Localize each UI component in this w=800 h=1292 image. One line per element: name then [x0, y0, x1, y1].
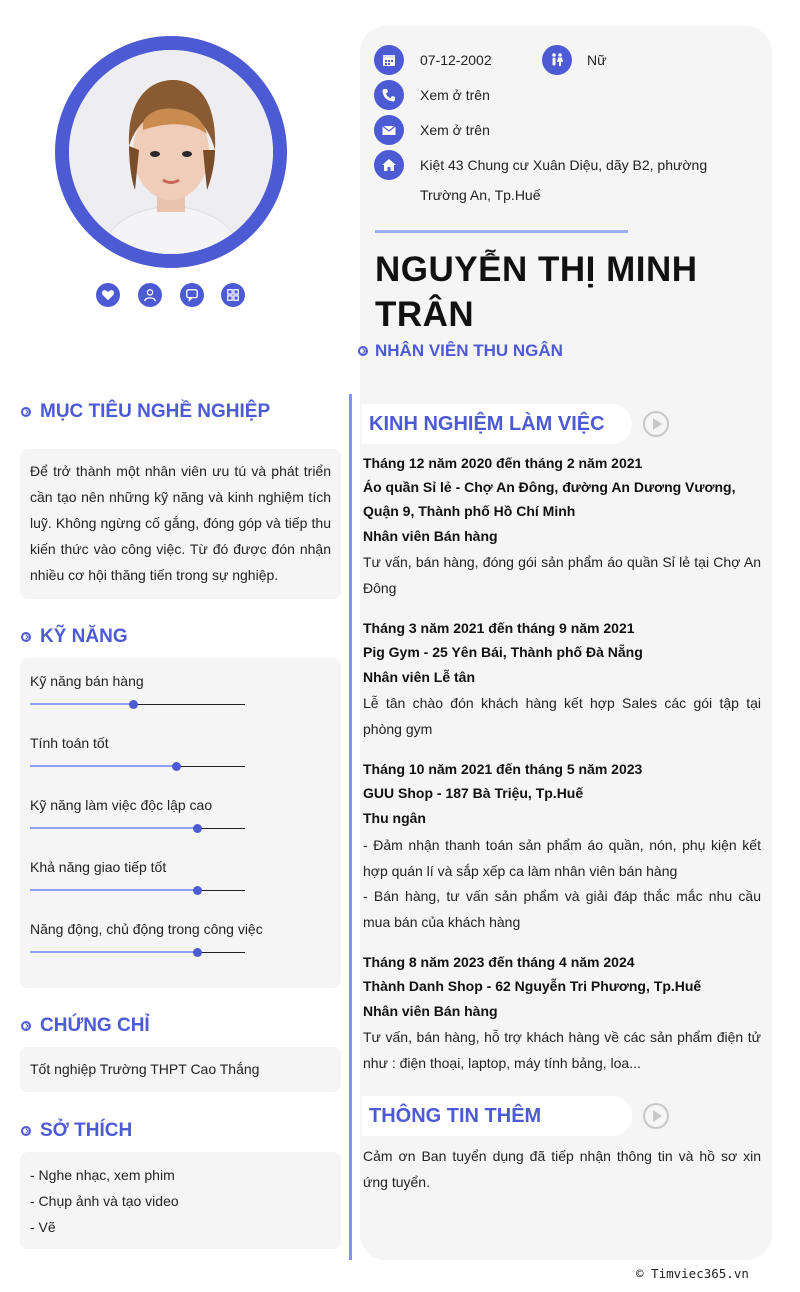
skill-track — [30, 704, 245, 705]
avatar-photo-icon — [69, 50, 273, 254]
exp-period: Tháng 8 năm 2023 đến tháng 4 năm 2024 — [363, 954, 635, 970]
exp-role: Nhân viên Bán hàng — [363, 1003, 498, 1019]
calendar-icon — [374, 45, 404, 75]
name-divider — [375, 230, 628, 233]
exp-desc: Lễ tân chào đón khách hàng kết hợp Sales các gói tập tại phòng gym — [363, 695, 761, 737]
skill-track — [30, 890, 245, 891]
extra-text: Cảm ơn Ban tuyển dụng đã tiếp nhận thông tin và hồ sơ xin ứng tuyển. — [363, 1148, 761, 1190]
skill-label: Tính toán tốt — [30, 735, 109, 751]
address-text: Kiệt 43 Chung cư Xuân Diệu, dãy B2, phường Trường An, Tp.Huế — [420, 157, 708, 203]
exp-desc: Tư vấn, bán hàng, hỗ trợ khách hàng về các sản phẩm điện tử như : điện thoại, laptop, máy tính bảng, loa... — [363, 1029, 761, 1071]
certificates-box — [20, 1047, 341, 1092]
skill-fill — [30, 765, 176, 767]
skill-label: Kỹ năng bán hàng — [30, 673, 144, 689]
chat-icon[interactable] — [180, 283, 204, 307]
column-divider — [349, 394, 352, 1260]
hobbies-title: SỞ THÍCH — [40, 1120, 133, 1141]
certificates-bullet-icon — [21, 1021, 31, 1031]
skill-label: Năng động, chủ động trong công việc — [30, 921, 263, 937]
extra-title: THÔNG TIN THÊM — [369, 1105, 542, 1127]
birthday-text: 07-12-2002 — [420, 52, 492, 68]
hobby-item: - Chụp ảnh và tạo video — [30, 1193, 179, 1209]
skills-title: KỸ NĂNG — [40, 626, 128, 647]
heart-icon[interactable] — [96, 283, 120, 307]
exp-company: Pig Gym - 25 Yên Bái, Thành phố Đà Nẵng — [363, 644, 643, 660]
exp-desc: - Bán hàng, tư vấn sản phẩm và giải đáp thắc mắc nhu cầu mua bán của khách hàng — [363, 888, 761, 930]
exp-period: Tháng 12 năm 2020 đến tháng 2 năm 2021 — [363, 455, 643, 471]
exp-company: Thành Danh Shop - 62 Nguyễn Tri Phương, Tp.Huế — [363, 978, 702, 994]
skill-fill — [30, 827, 198, 829]
exp-role: Thu ngân — [363, 810, 426, 826]
skill-track — [30, 952, 245, 953]
skills-box — [20, 658, 341, 988]
email-text: Xem ở trên — [420, 122, 490, 138]
skill-label: Khả năng giao tiếp tốt — [30, 859, 167, 875]
skill-label: Kỹ năng làm việc độc lập cao — [30, 797, 213, 813]
skills-bullet-icon — [21, 632, 31, 642]
hobbies-bullet-icon — [21, 1126, 31, 1136]
skill-knob — [129, 700, 138, 709]
skill-track — [30, 828, 245, 829]
exp-period: Tháng 3 năm 2021 đến tháng 9 năm 2021 — [363, 620, 635, 636]
job-title: NHÂN VIÊN THU NGÂN — [375, 341, 563, 360]
skill-track — [30, 766, 245, 767]
skill-knob — [172, 762, 181, 771]
experience-title: KINH NGHIỆM LÀM VIỆC — [369, 413, 605, 435]
objective-bullet-icon — [21, 407, 31, 417]
objective-box — [20, 449, 341, 599]
home-icon — [374, 150, 404, 180]
certificates-title: CHỨNG CHỈ — [40, 1015, 150, 1036]
grid-icon[interactable] — [221, 283, 245, 307]
full-name: NGUYỄN THỊ MINH TRÂN — [375, 250, 698, 334]
gender-text: Nữ — [587, 52, 607, 68]
exp-company: Áo quần Sỉ lẻ - Chợ An Đông, đường An Dương Vương, Quận 9, Thành phố Hồ Chí Minh — [363, 479, 736, 519]
exp-period: Tháng 10 năm 2021 đến tháng 5 năm 2023 — [363, 761, 643, 777]
exp-role: Nhân viên Lễ tân — [363, 669, 476, 685]
job-title-bullet-icon — [358, 346, 368, 356]
user-icon[interactable] — [138, 283, 162, 307]
exp-desc: Tư vấn, bán hàng, đóng gói sản phẩm áo quần Sỉ lẻ tại Chợ An Đông — [363, 554, 761, 596]
hobbies-box — [20, 1152, 341, 1249]
gender-icon — [542, 45, 572, 75]
exp-company: GUU Shop - 187 Bà Triệu, Tp.Huế — [363, 785, 584, 801]
skill-fill — [30, 889, 198, 891]
exp-desc: - Đảm nhận thanh toán sản phẩm áo quần, nón, phụ kiện kết hợp quán lí và sắp xếp ca làm nhân viên bán hàng — [363, 837, 761, 879]
skill-fill — [30, 951, 198, 953]
hobby-item: - Nghe nhạc, xem phim — [30, 1167, 175, 1183]
phone-text: Xem ở trên — [420, 87, 490, 103]
play-icon[interactable] — [643, 1103, 669, 1129]
objective-title: MỤC TIÊU NGHỀ NGHIỆP — [40, 401, 271, 422]
mail-icon — [374, 115, 404, 145]
exp-role: Nhân viên Bán hàng — [363, 528, 498, 544]
avatar — [69, 50, 273, 254]
phone-icon — [374, 80, 404, 110]
skill-fill — [30, 703, 133, 705]
footer-copyright[interactable]: © Timviec365.vn — [636, 1266, 749, 1281]
objective-text: Để trở thành một nhân viên ưu tú và phát triển cần tạo nên những kỹ năng và kinh nghiệm tích luỹ. Không ngừng cố gắng, đóng góp và tiếp thu kiến thức vào công việc. Từ đó được đón nhận nhiều cơ hội thăng tiến trong sự nghiệp. — [30, 463, 331, 583]
certificate-text: Tốt nghiệp Trường THPT Cao Thắng — [30, 1061, 260, 1077]
hobby-item: - Vẽ — [30, 1219, 56, 1235]
play-icon[interactable] — [643, 411, 669, 437]
